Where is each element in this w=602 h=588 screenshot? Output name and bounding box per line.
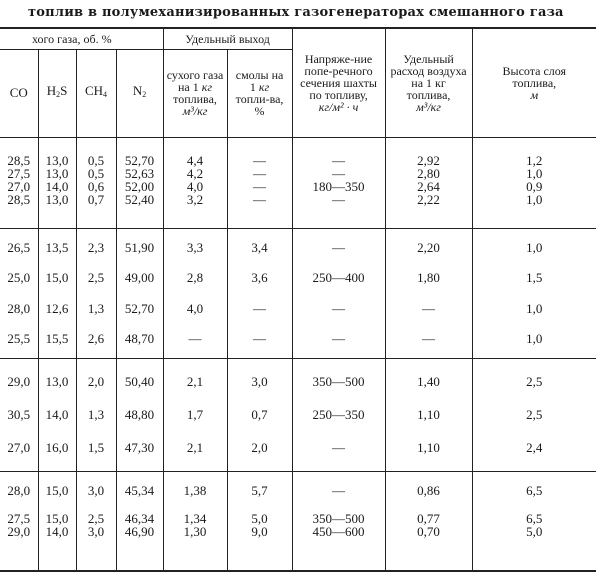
cell-co xyxy=(0,137,38,228)
cell-value: 6,5 xyxy=(526,510,543,526)
header-tar: смолы на 1 кг топли-ва, % xyxy=(227,49,292,137)
cell-value: 2,5 xyxy=(526,406,543,422)
table-row-group-2 xyxy=(0,228,596,358)
cell-value: 3,0 xyxy=(251,373,268,389)
cell-value: 13,0 xyxy=(45,165,69,181)
cell-value: — xyxy=(422,330,436,346)
cell-value: 25,0 xyxy=(7,270,31,286)
cell-value: 2,1 xyxy=(186,440,204,456)
cell-value: 1,38 xyxy=(183,482,207,498)
cell-value: 13,5 xyxy=(45,240,69,256)
cell-value: — xyxy=(332,482,346,498)
cell-value: — xyxy=(253,152,267,168)
cell-value: 1,5 xyxy=(526,270,543,286)
cell-air xyxy=(385,358,472,471)
cell-value: 46,90 xyxy=(124,523,155,539)
cell-value: 2,1 xyxy=(186,373,204,389)
cell-value: 250—350 xyxy=(312,406,365,422)
header-h2s: $H_2S$ xyxy=(38,49,76,137)
cell-value: — xyxy=(332,191,346,207)
cell-air xyxy=(385,228,472,358)
cell-value: 15,0 xyxy=(45,510,69,526)
cell-air xyxy=(385,471,472,571)
cell-value: 48,80 xyxy=(124,406,155,422)
cell-value: — xyxy=(332,240,346,256)
cell-value: 14,0 xyxy=(45,523,69,539)
cell-value: 1,5 xyxy=(87,440,105,456)
cell-value: 3,0 xyxy=(87,523,105,539)
cell-value: 1,30 xyxy=(183,523,207,539)
cell-height xyxy=(472,471,596,571)
header-dry-gas: сухого газа на 1 кг топлива, м³/кг xyxy=(163,49,227,137)
cell-value: 15,0 xyxy=(45,270,69,286)
table-row-group-1 xyxy=(0,137,596,228)
cell-value: 0,6 xyxy=(87,178,105,194)
cell-value: 250—400 xyxy=(312,270,365,286)
cell-value: 1,7 xyxy=(186,406,204,422)
cell-value: 3,3 xyxy=(186,240,204,256)
cell-value: — xyxy=(332,330,346,346)
cell-n2 xyxy=(116,228,163,358)
cell-height xyxy=(472,228,596,358)
cell-value: 15,5 xyxy=(45,330,69,346)
cell-value: 16,0 xyxy=(45,440,69,456)
cell-value: 1,80 xyxy=(417,270,440,286)
cell-value: 52,70 xyxy=(124,300,155,316)
cell-height xyxy=(472,358,596,471)
cell-value: 2,0 xyxy=(251,440,268,456)
cell-air xyxy=(385,137,472,228)
cell-value: — xyxy=(422,300,436,316)
cell-value: 0,9 xyxy=(526,178,543,194)
cell-value: 4,0 xyxy=(186,178,204,194)
gas-composition-table xyxy=(0,27,596,572)
cell-value: 28,0 xyxy=(7,482,31,498)
cell-value: 2,22 xyxy=(417,191,440,207)
cell-value: 2,8 xyxy=(186,270,204,286)
cell-value: 26,5 xyxy=(7,240,31,256)
cell-value: 2,5 xyxy=(87,270,105,286)
table-title: топлив в полумеханизированных газогенераторах смешанного газа xyxy=(28,5,564,20)
cell-value: 29,0 xyxy=(7,523,31,539)
header-layer-height: Высота слоя топлива, м xyxy=(472,28,596,137)
cell-dry xyxy=(163,358,227,471)
cell-tension xyxy=(292,228,385,358)
cell-tension xyxy=(292,137,385,228)
cell-tension xyxy=(292,358,385,471)
cell-value: 1,2 xyxy=(526,152,543,168)
header-air-consumption: Удельный расход воздуха на 1 кг топлива, м³/кг xyxy=(385,28,472,137)
cell-value: 49,00 xyxy=(124,270,155,286)
cell-value: — xyxy=(332,300,346,316)
cell-value: 9,0 xyxy=(251,523,268,539)
cell-value: 2,20 xyxy=(417,240,440,256)
cell-ch4 xyxy=(76,137,116,228)
cell-value: 1,10 xyxy=(417,406,440,422)
cell-ch4 xyxy=(76,471,116,571)
cell-h2s xyxy=(38,471,76,571)
cell-n2 xyxy=(116,471,163,571)
cell-value: 4,4 xyxy=(186,152,204,168)
cell-value: — xyxy=(188,330,202,346)
cell-value: 1,0 xyxy=(526,165,543,181)
cell-value: 0,7 xyxy=(87,191,105,207)
cell-value: 52,63 xyxy=(124,165,155,181)
cell-value: 3,0 xyxy=(87,482,105,498)
cell-value: 28,0 xyxy=(7,300,31,316)
cell-value: 2,5 xyxy=(87,510,105,526)
cell-value: 52,40 xyxy=(124,191,155,207)
table-row-group-3 xyxy=(0,358,596,471)
cell-co xyxy=(0,228,38,358)
cell-dry xyxy=(163,471,227,571)
cell-value: 48,70 xyxy=(124,330,155,346)
cell-value: 27,5 xyxy=(7,510,31,526)
cell-value: 30,5 xyxy=(7,406,31,422)
cell-value: 28,5 xyxy=(7,191,31,207)
cell-value: — xyxy=(253,300,267,316)
cell-dry xyxy=(163,137,227,228)
cell-value: 13,0 xyxy=(45,191,69,207)
cell-height xyxy=(472,137,596,228)
cell-value: 25,5 xyxy=(7,330,31,346)
cell-n2 xyxy=(116,358,163,471)
cell-value: 1,34 xyxy=(183,510,207,526)
cell-value: 1,0 xyxy=(526,240,543,256)
header-co: CO xyxy=(0,49,38,137)
cell-value: 0,70 xyxy=(417,523,440,539)
cell-tension xyxy=(292,471,385,571)
cell-dry xyxy=(163,228,227,358)
cell-value: 5,0 xyxy=(526,523,543,539)
cell-value: — xyxy=(253,178,267,194)
cell-value: — xyxy=(332,440,346,456)
cell-value: 27,0 xyxy=(7,440,31,456)
cell-h2s xyxy=(38,137,76,228)
cell-value: 2,92 xyxy=(417,152,440,168)
cell-value: 6,5 xyxy=(526,482,543,498)
cell-value: — xyxy=(253,330,267,346)
cell-value: 27,0 xyxy=(7,178,31,194)
table-row-group-4 xyxy=(0,471,596,571)
header-gas-composition: хого газа, об. % xyxy=(0,28,163,49)
cell-value: 0,7 xyxy=(251,406,268,422)
cell-value: 45,34 xyxy=(124,482,155,498)
cell-value: 29,0 xyxy=(7,373,31,389)
cell-co xyxy=(0,358,38,471)
cell-value: — xyxy=(253,191,267,207)
cell-n2 xyxy=(116,137,163,228)
cell-value: 0,5 xyxy=(87,152,105,168)
cell-value: 1,0 xyxy=(526,330,543,346)
cell-value: 2,0 xyxy=(87,373,105,389)
cell-value: 3,2 xyxy=(186,191,204,207)
cell-value: 13,0 xyxy=(45,152,69,168)
cell-value: 52,70 xyxy=(124,152,155,168)
cell-value: 4,2 xyxy=(186,165,204,181)
cell-value: 0,77 xyxy=(417,510,440,526)
cell-value: — xyxy=(332,152,346,168)
cell-value: — xyxy=(332,165,346,181)
cell-h2s xyxy=(38,358,76,471)
cell-value: 450—600 xyxy=(312,523,365,539)
cell-value: 1,3 xyxy=(87,300,105,316)
cell-ch4 xyxy=(76,358,116,471)
cell-value: 180—350 xyxy=(312,178,365,194)
cell-h2s xyxy=(38,228,76,358)
cell-value: 2,6 xyxy=(87,330,105,346)
cell-value: 5,7 xyxy=(251,482,268,498)
cell-co xyxy=(0,471,38,571)
cell-value: 2,5 xyxy=(526,373,543,389)
cell-value: 1,0 xyxy=(526,300,543,316)
cell-value: 0,5 xyxy=(87,165,105,181)
cell-value: 47,30 xyxy=(124,440,155,456)
cell-value: 1,3 xyxy=(87,406,105,422)
cell-value: 50,40 xyxy=(124,373,155,389)
cell-value: 13,0 xyxy=(45,373,69,389)
cell-value: 350—500 xyxy=(312,373,365,389)
cell-value: 2,64 xyxy=(417,178,440,194)
header-n2: $N_2$ xyxy=(116,49,163,137)
cell-tar xyxy=(227,228,292,358)
cell-value: 1,40 xyxy=(417,373,440,389)
cell-value: 1,10 xyxy=(417,440,440,456)
cell-value: 2,4 xyxy=(526,440,543,456)
cell-value: 0,86 xyxy=(417,482,440,498)
cell-value: 52,00 xyxy=(124,178,155,194)
cell-value: 27,5 xyxy=(7,165,31,181)
cell-value: 15,0 xyxy=(45,482,69,498)
cell-tar xyxy=(227,137,292,228)
cell-value: 12,6 xyxy=(45,300,69,316)
cell-value: 3,4 xyxy=(251,240,268,256)
cell-value: 46,34 xyxy=(124,510,155,526)
cell-value: 350—500 xyxy=(312,510,365,526)
cell-tar xyxy=(227,358,292,471)
header-ch4: $CH_4$ xyxy=(76,49,116,137)
header-tension: Напряже-ние попе-речного сечения шахты по топливу, кг/м² · ч xyxy=(292,28,385,137)
cell-value: 4,0 xyxy=(186,300,204,316)
cell-tar xyxy=(227,471,292,571)
cell-value: — xyxy=(253,165,267,181)
cell-value: 5,0 xyxy=(251,510,268,526)
cell-value: 28,5 xyxy=(7,152,31,168)
cell-value: 3,6 xyxy=(251,270,268,286)
header-specific-yield: Удельный выход xyxy=(163,28,292,49)
cell-value: 14,0 xyxy=(45,178,69,194)
cell-value: 2,80 xyxy=(417,165,440,181)
cell-value: 1,0 xyxy=(526,191,543,207)
cell-ch4 xyxy=(76,228,116,358)
cell-value: 2,3 xyxy=(87,240,105,256)
cell-value: 51,90 xyxy=(124,240,155,256)
cell-value: 14,0 xyxy=(45,406,69,422)
